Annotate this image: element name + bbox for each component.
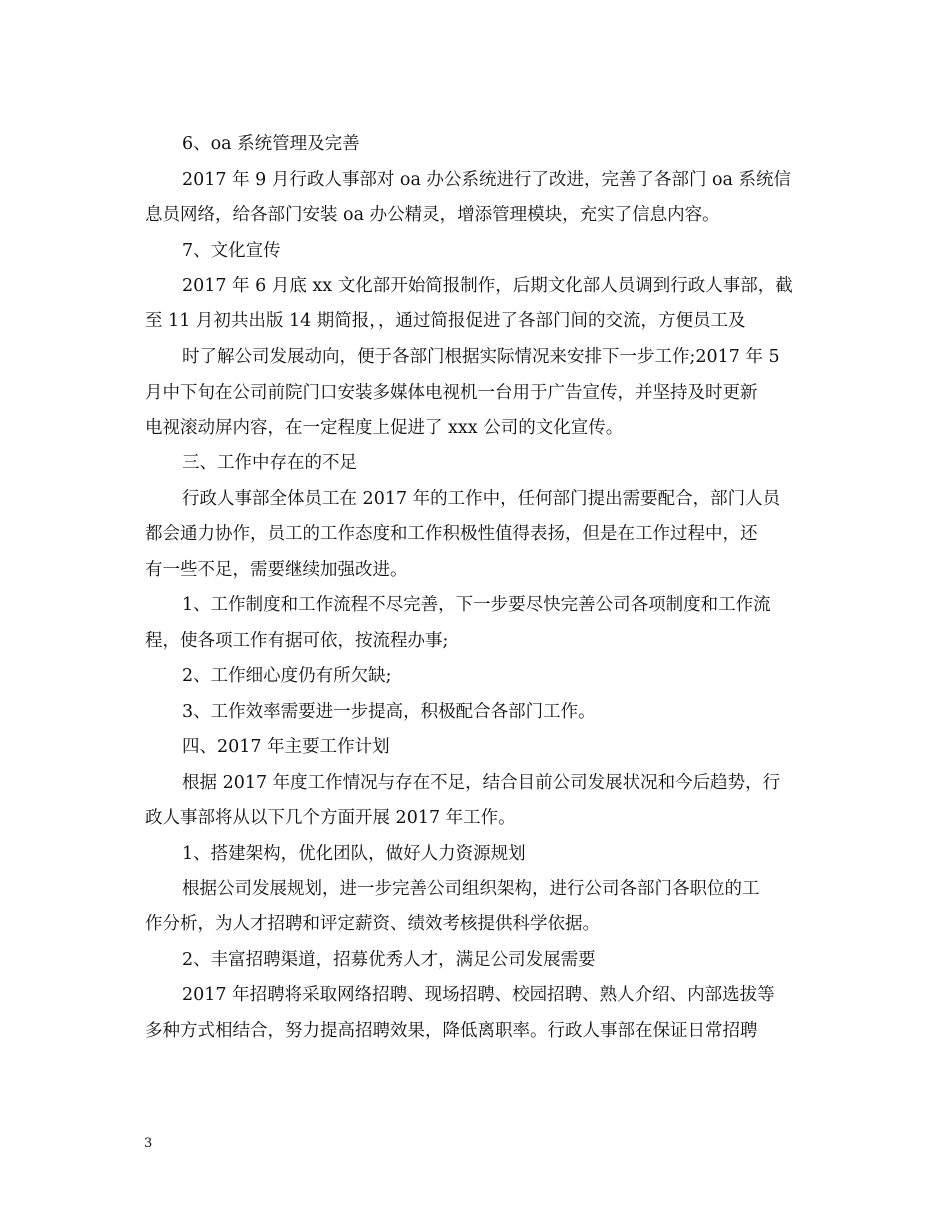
text-line: 2017 年招聘将采取网络招聘、现场招聘、校园招聘、熟人介绍、内部选拔等: [182, 985, 775, 1005]
text-line: 四、2017 年主要工作计划: [182, 737, 390, 757]
text-line: 时了解公司发展动向，便于各部门根据实际情况来安排下一步工作;2017 年 5: [182, 347, 780, 367]
text-line: 月中下旬在公司前院门口安装多媒体电视机一台用于广告宣传，并坚持及时更新: [145, 383, 758, 403]
text-line: 多种方式相结合，努力提高招聘效果，降低离职率。行政人事部在保证日常招聘: [145, 1021, 758, 1041]
text-line: 至 11 月初共出版 14 期简报，，通过简报促进了各部门间的交流，方便员工及: [145, 311, 746, 331]
text-line: 1、搭建架构，优化团队，做好人力资源规划: [182, 844, 526, 864]
text-line: 根据 2017 年度工作情况与存在不足，结合目前公司发展状况和今后趋势，行: [182, 773, 781, 793]
text-line: 2、工作细心度仍有所欠缺;: [182, 666, 392, 686]
text-line: 程，使各项工作有据可依，按流程办事;: [145, 631, 449, 651]
text-line: 息员网络，给各部门安装 oa 办公精灵，增添管理模块，充实了信息内容。: [145, 205, 720, 225]
page-number: 3: [144, 1136, 153, 1151]
text-line: 7、文化宣传: [182, 241, 281, 261]
text-line: 作分析，为人才招聘和评定薪资、绩效考核提供科学依据。: [145, 914, 600, 934]
text-line: 根据公司发展规划，进一步完善公司组织架构，进行公司各部门各职位的工: [182, 879, 760, 899]
text-line: 电视滚动屏内容，在一定程度上促进了 xxx 公司的文化宣传。: [145, 418, 624, 438]
text-line: 2017 年 9 月行政人事部对 oa 办公系统进行了改进，完善了各部门 oa 系统信: [182, 170, 792, 190]
text-line: 政人事部将从以下几个方面开展 2017 年工作。: [145, 808, 516, 828]
text-line: 三、工作中存在的不足: [182, 453, 357, 473]
text-line: 有一些不足，需要继续加强改进。: [145, 560, 408, 580]
text-line: 都会通力协作，员工的工作态度和工作积极性值得表扬，但是在工作过程中，还: [145, 524, 758, 544]
text-line: 6、oa 系统管理及完善: [182, 134, 360, 154]
text-line: 2、丰富招聘渠道，招募优秀人才，满足公司发展需要: [182, 950, 596, 970]
text-line: 行政人事部全体员工在 2017 年的工作中，任何部门提出需要配合，部门人员: [182, 489, 781, 509]
text-line: 3、工作效率需要进一步提高，积极配合各部门工作。: [182, 702, 596, 722]
text-line: 2017 年 6 月底 xx 文化部开始简报制作，后期文化部人员调到行政人事部，截: [182, 276, 793, 296]
text-line: 1、工作制度和工作流程不尽完善，下一步要尽快完善公司各项制度和工作流: [182, 595, 771, 615]
